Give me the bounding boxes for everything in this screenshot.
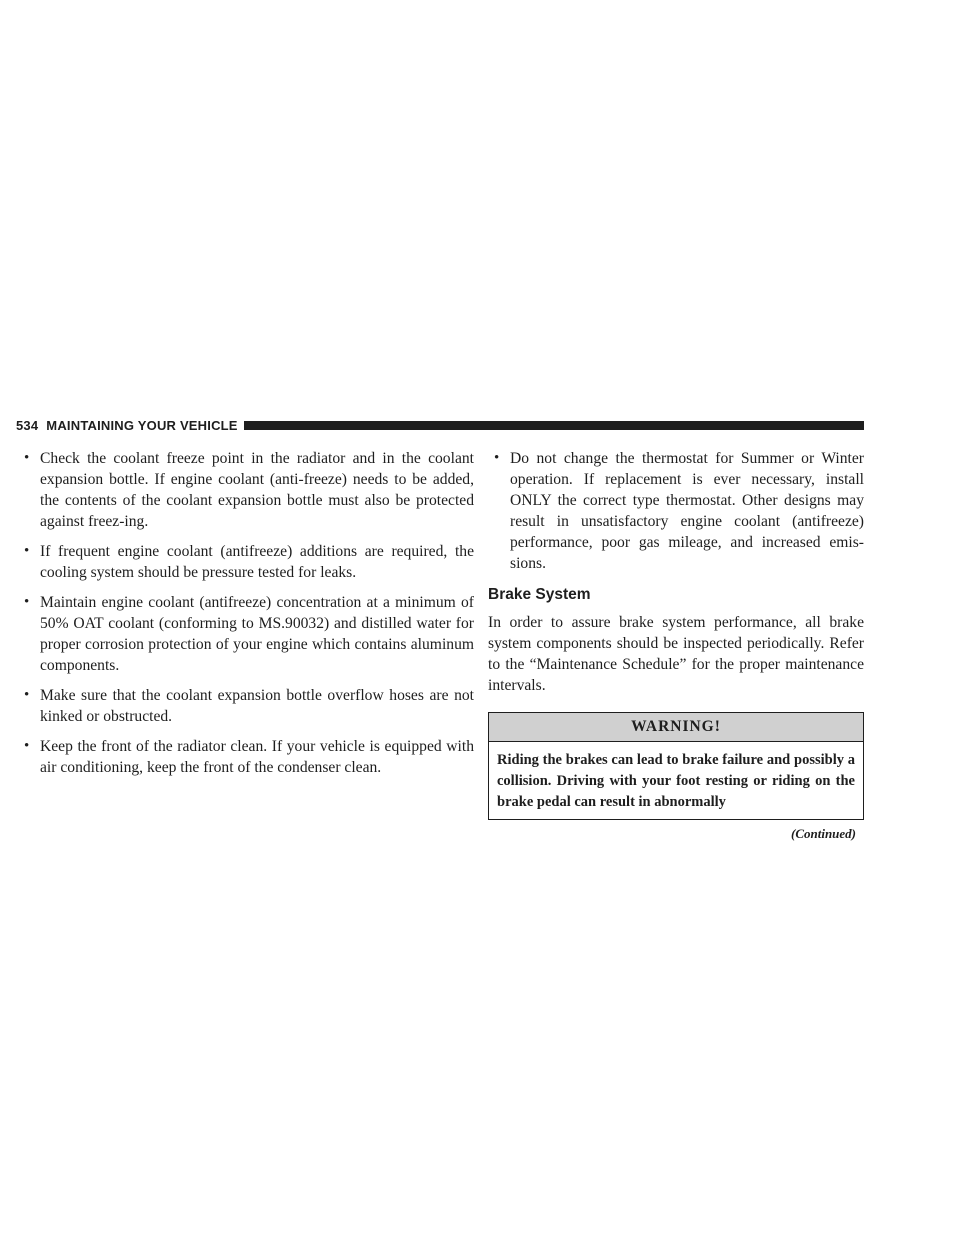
bullet-icon: •: [24, 543, 30, 559]
list-item: [18, 685, 474, 727]
list-item: [18, 448, 474, 532]
bullet-text: Do not change the thermostat for Summer or Winter operation. If replacement is ever necessary, install ONLY the correct type thermostat. Other designs may result in unsatisfactory engine coolant (antifreeze) performance, poor gas mileage, and increased emis-sions.: [510, 450, 864, 572]
bullet-text: Keep the front of the radiator clean. If your vehicle is equipped with air conditioning, keep the front of the condenser clean.: [40, 738, 474, 776]
bullet-icon: •: [24, 594, 30, 610]
page-number: 534: [16, 417, 39, 433]
list-item: [18, 736, 474, 778]
warning-body: Riding the brakes can lead to brake failure and possibly a collision. Driving with your foot resting or riding on the brake pedal can result in abnormally: [497, 752, 855, 810]
warning-title: WARNING!: [489, 713, 863, 742]
list-item: [18, 541, 474, 583]
bullet-text: Maintain engine coolant (antifreeze) concentration at a minimum of 50% OAT coolant (conforming to MS.90032) and distilled water for proper corrosion protection of your engine which contains aluminum components.: [40, 594, 474, 674]
list-item: [18, 592, 474, 676]
header-rule: [244, 421, 864, 430]
bullet-icon: •: [24, 450, 30, 466]
bullet-icon: •: [24, 738, 30, 754]
bullet-text: Make sure that the coolant expansion bottle overflow hoses are not kinked or obstructed.: [40, 687, 474, 725]
bullet-icon: •: [494, 450, 500, 466]
thermostat-bullet-list: [488, 448, 864, 574]
right-column: [488, 448, 864, 842]
bullet-icon: •: [24, 687, 30, 703]
brake-system-paragraph: In order to assure brake system performance, all brake system components should be inspected periodically. Refer to the “Maintenance Schedule” for the proper maintenance intervals.: [488, 614, 864, 694]
warning-box: [488, 712, 864, 820]
brake-system-heading: Brake System: [488, 586, 591, 603]
bullet-text: If frequent engine coolant (antifreeze) additions are required, the cooling system should be pressure tested for leaks.: [40, 543, 474, 581]
list-item: [488, 448, 864, 574]
left-column: [18, 448, 474, 787]
continued-label: (Continued): [790, 826, 856, 841]
coolant-bullet-list: [18, 448, 474, 778]
section-title: MAINTAINING YOUR VEHICLE: [46, 417, 238, 433]
page-header: [16, 414, 864, 436]
bullet-text: Check the coolant freeze point in the radiator and in the coolant expansion bottle. If engine coolant (anti-freeze) needs to be added, the contents of the coolant expansion bottle must also be protected against freez-ing.: [40, 450, 474, 530]
